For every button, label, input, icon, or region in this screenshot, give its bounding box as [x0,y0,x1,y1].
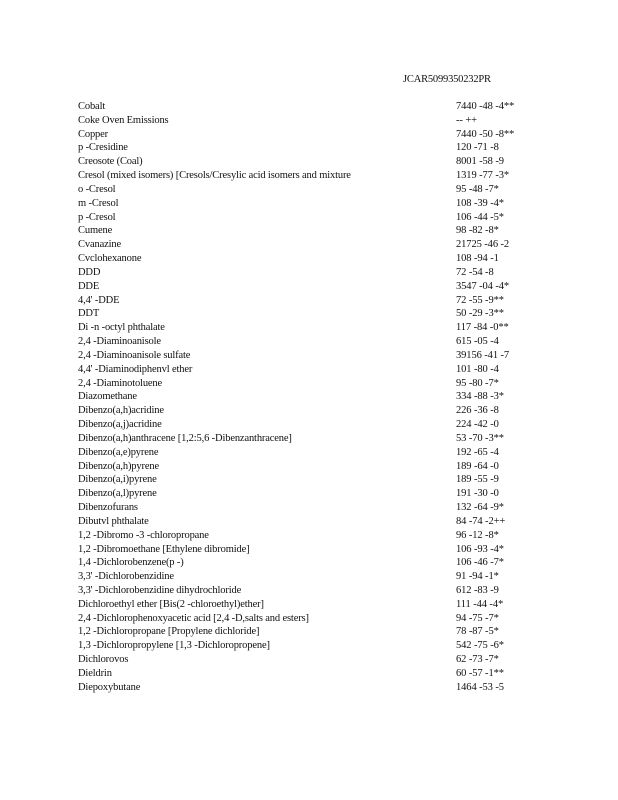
list-item [78,473,548,487]
list-item [78,141,548,155]
chemical-name: DDE [78,280,100,292]
cas-number: 111 -44 -4* [456,598,504,610]
cas-number: 189 -55 -9 [456,474,499,486]
list-item [78,224,548,238]
list-item [78,252,548,266]
cas-number: 95 -48 -7* [456,183,499,195]
cas-number: 62 -73 -7* [456,654,499,666]
cas-number: 39156 -41 -7 [456,349,510,361]
chemical-name: Creosote (Coal) [78,156,143,168]
list-item [78,639,548,653]
list-item [78,432,548,446]
cas-number: 3547 -04 -4* [456,280,510,292]
chemical-name: 3,3' -Dichlorobenzidine [78,571,174,583]
chemical-name: 1,2 -Dichloropropane [Propylene dichloride] [78,626,260,638]
list-item [78,584,548,598]
list-item [78,667,548,681]
list-item [78,515,548,529]
chemical-name: 2,4 -Diaminotoluene [78,377,163,389]
list-item [78,280,548,294]
cas-number: 1464 -53 -5 [456,681,504,693]
cas-number: 106 -44 -5* [456,211,504,223]
chemical-name: 4,4' -Diaminodiphenvl ether [78,363,193,375]
list-item [78,169,548,183]
list-item [78,625,548,639]
cas-number: 94 -75 -7* [456,612,499,624]
chemical-name: Dibenzo(a,h)anthracene [1,2:5,6 -Dibenzanthracene] [78,432,292,444]
cas-number: 95 -80 -7* [456,377,499,389]
list-item [78,653,548,667]
chemical-name: Di -n -octyl phthalate [78,322,165,334]
list-item [78,612,548,626]
cas-number: 72 -54 -8 [456,266,494,278]
list-item [78,197,548,211]
chemical-name: Dibenzo(a,l)pyrene [78,488,157,500]
cas-number: 1319 -77 -3* [456,170,510,182]
cas-number: 84 -74 -2++ [456,515,506,527]
list-item [78,321,548,335]
list-item [78,349,548,363]
chemical-name: Dieldrin [78,667,112,679]
list-item [78,266,548,280]
cas-number: 8001 -58 -9 [456,156,504,168]
list-item [78,363,548,377]
cas-number: 72 -55 -9** [456,294,504,306]
chemical-name: m -Cresol [78,197,119,209]
list-item [78,598,548,612]
cas-number: 189 -64 -0 [456,460,499,472]
cas-number: 7440 -50 -8** [456,128,515,140]
chemical-name: Cresol (mixed isomers) [Cresols/Cresylic acid isomers and mixture [78,170,351,182]
chemical-name: Cobalt [78,101,106,112]
list-item [78,294,548,308]
list-item [78,543,548,557]
chemical-name: Cvclohexanone [78,253,142,265]
chemical-name: Dichloroethyl ether [Bis(2 -chloroethyl)ether] [78,598,264,610]
cas-number: 7440 -48 -4** [456,101,515,112]
chemical-name: 3,3' -Dichlorobenzidine dihydrochloride [78,584,242,596]
chemical-name: p -Cresidine [78,142,128,154]
chemical-name: 1,4 -Dichlorobenzene(p -) [78,557,184,569]
list-item [78,335,548,349]
chemical-name: 1,2 -Dibromoethane [Ethylene dibromide] [78,543,250,555]
chemical-name: Diazomethane [78,391,137,403]
cas-number: 615 -05 -4 [456,336,499,348]
cas-number: 334 -88 -3* [456,391,504,403]
chemical-name: 1,2 -Dibromo -3 -chloropropane [78,529,209,541]
list-item [78,681,548,695]
chemical-name: Coke Oven Emissions [78,114,169,126]
chemical-name: 2,4 -Dichlorophenoxyacetic acid [2,4 -D,salts and esters] [78,612,309,624]
list-item [78,487,548,501]
list-item [78,390,548,404]
chemical-name: Dibenzo(a,i)pyrene [78,474,157,486]
chemical-name: Cumene [78,225,113,237]
chemical-name: 4,4' -DDE [78,294,120,306]
list-item [78,377,548,391]
chemical-name: Cvanazine [78,239,121,251]
cas-number: 612 -83 -9 [456,584,499,596]
list-item [78,114,548,128]
chemical-name: o -Cresol [78,183,116,195]
cas-number: 106 -46 -7* [456,557,504,569]
list-item [78,155,548,169]
chemical-name: 1,3 -Dichloropropylene [1,3 -Dichloropropene] [78,640,270,652]
document-id: JCAR5099350232PR [403,74,491,85]
cas-number: 117 -84 -0** [456,322,509,334]
cas-number: 224 -42 -0 [456,419,499,431]
chemical-name: Dichlorovos [78,654,129,666]
chemical-name: DDT [78,308,100,320]
chemical-name: Dibenzo(a,h)pyrene [78,460,159,472]
chemical-name: Copper [78,128,109,140]
chemical-name: Dibenzo(a,h)acridine [78,405,164,417]
list-item [78,446,548,460]
chemical-name: Dibenzo(a,j)acridine [78,419,162,431]
cas-number: 60 -57 -1** [456,667,504,679]
list-item [78,128,548,142]
chemical-name: DDD [78,266,101,278]
list-item [78,238,548,252]
cas-number: 120 -71 -8 [456,142,499,154]
list-item [78,501,548,515]
cas-number: -- ++ [456,114,477,126]
cas-number: 53 -70 -3** [456,432,504,444]
cas-number: 91 -94 -1* [456,571,499,583]
cas-number: 101 -80 -4 [456,363,499,375]
list-item [78,307,548,321]
chemical-name: p -Cresol [78,211,116,223]
chemical-name: 2,4 -Diaminoanisole sulfate [78,349,191,361]
cas-number: 98 -82 -8* [456,225,499,237]
chemical-list [78,100,548,695]
cas-number: 21725 -46 -2 [456,239,510,251]
cas-number: 542 -75 -6* [456,640,504,652]
cas-number: 132 -64 -9* [456,502,504,514]
cas-number: 192 -65 -4 [456,446,499,458]
chemical-name: Dibutvl phthalate [78,515,149,527]
cas-number: 108 -39 -4* [456,197,504,209]
list-item [78,100,548,114]
list-item [78,211,548,225]
chemical-name: 2,4 -Diaminoanisole [78,336,161,348]
list-item [78,460,548,474]
chemical-name: Dibenzo(a,e)pyrene [78,446,159,458]
chemical-name: Diepoxybutane [78,681,141,693]
list-item [78,529,548,543]
cas-number: 226 -36 -8 [456,405,499,417]
cas-number: 108 -94 -1 [456,253,499,265]
cas-number: 96 -12 -8* [456,529,499,541]
list-item [78,404,548,418]
cas-number: 50 -29 -3** [456,308,504,320]
list-item [78,556,548,570]
cas-number: 191 -30 -0 [456,488,499,500]
list-item [78,570,548,584]
cas-number: 106 -93 -4* [456,543,504,555]
list-item [78,418,548,432]
chemical-name: Dibenzofurans [78,502,138,514]
cas-number: 78 -87 -5* [456,626,499,638]
list-item [78,183,548,197]
